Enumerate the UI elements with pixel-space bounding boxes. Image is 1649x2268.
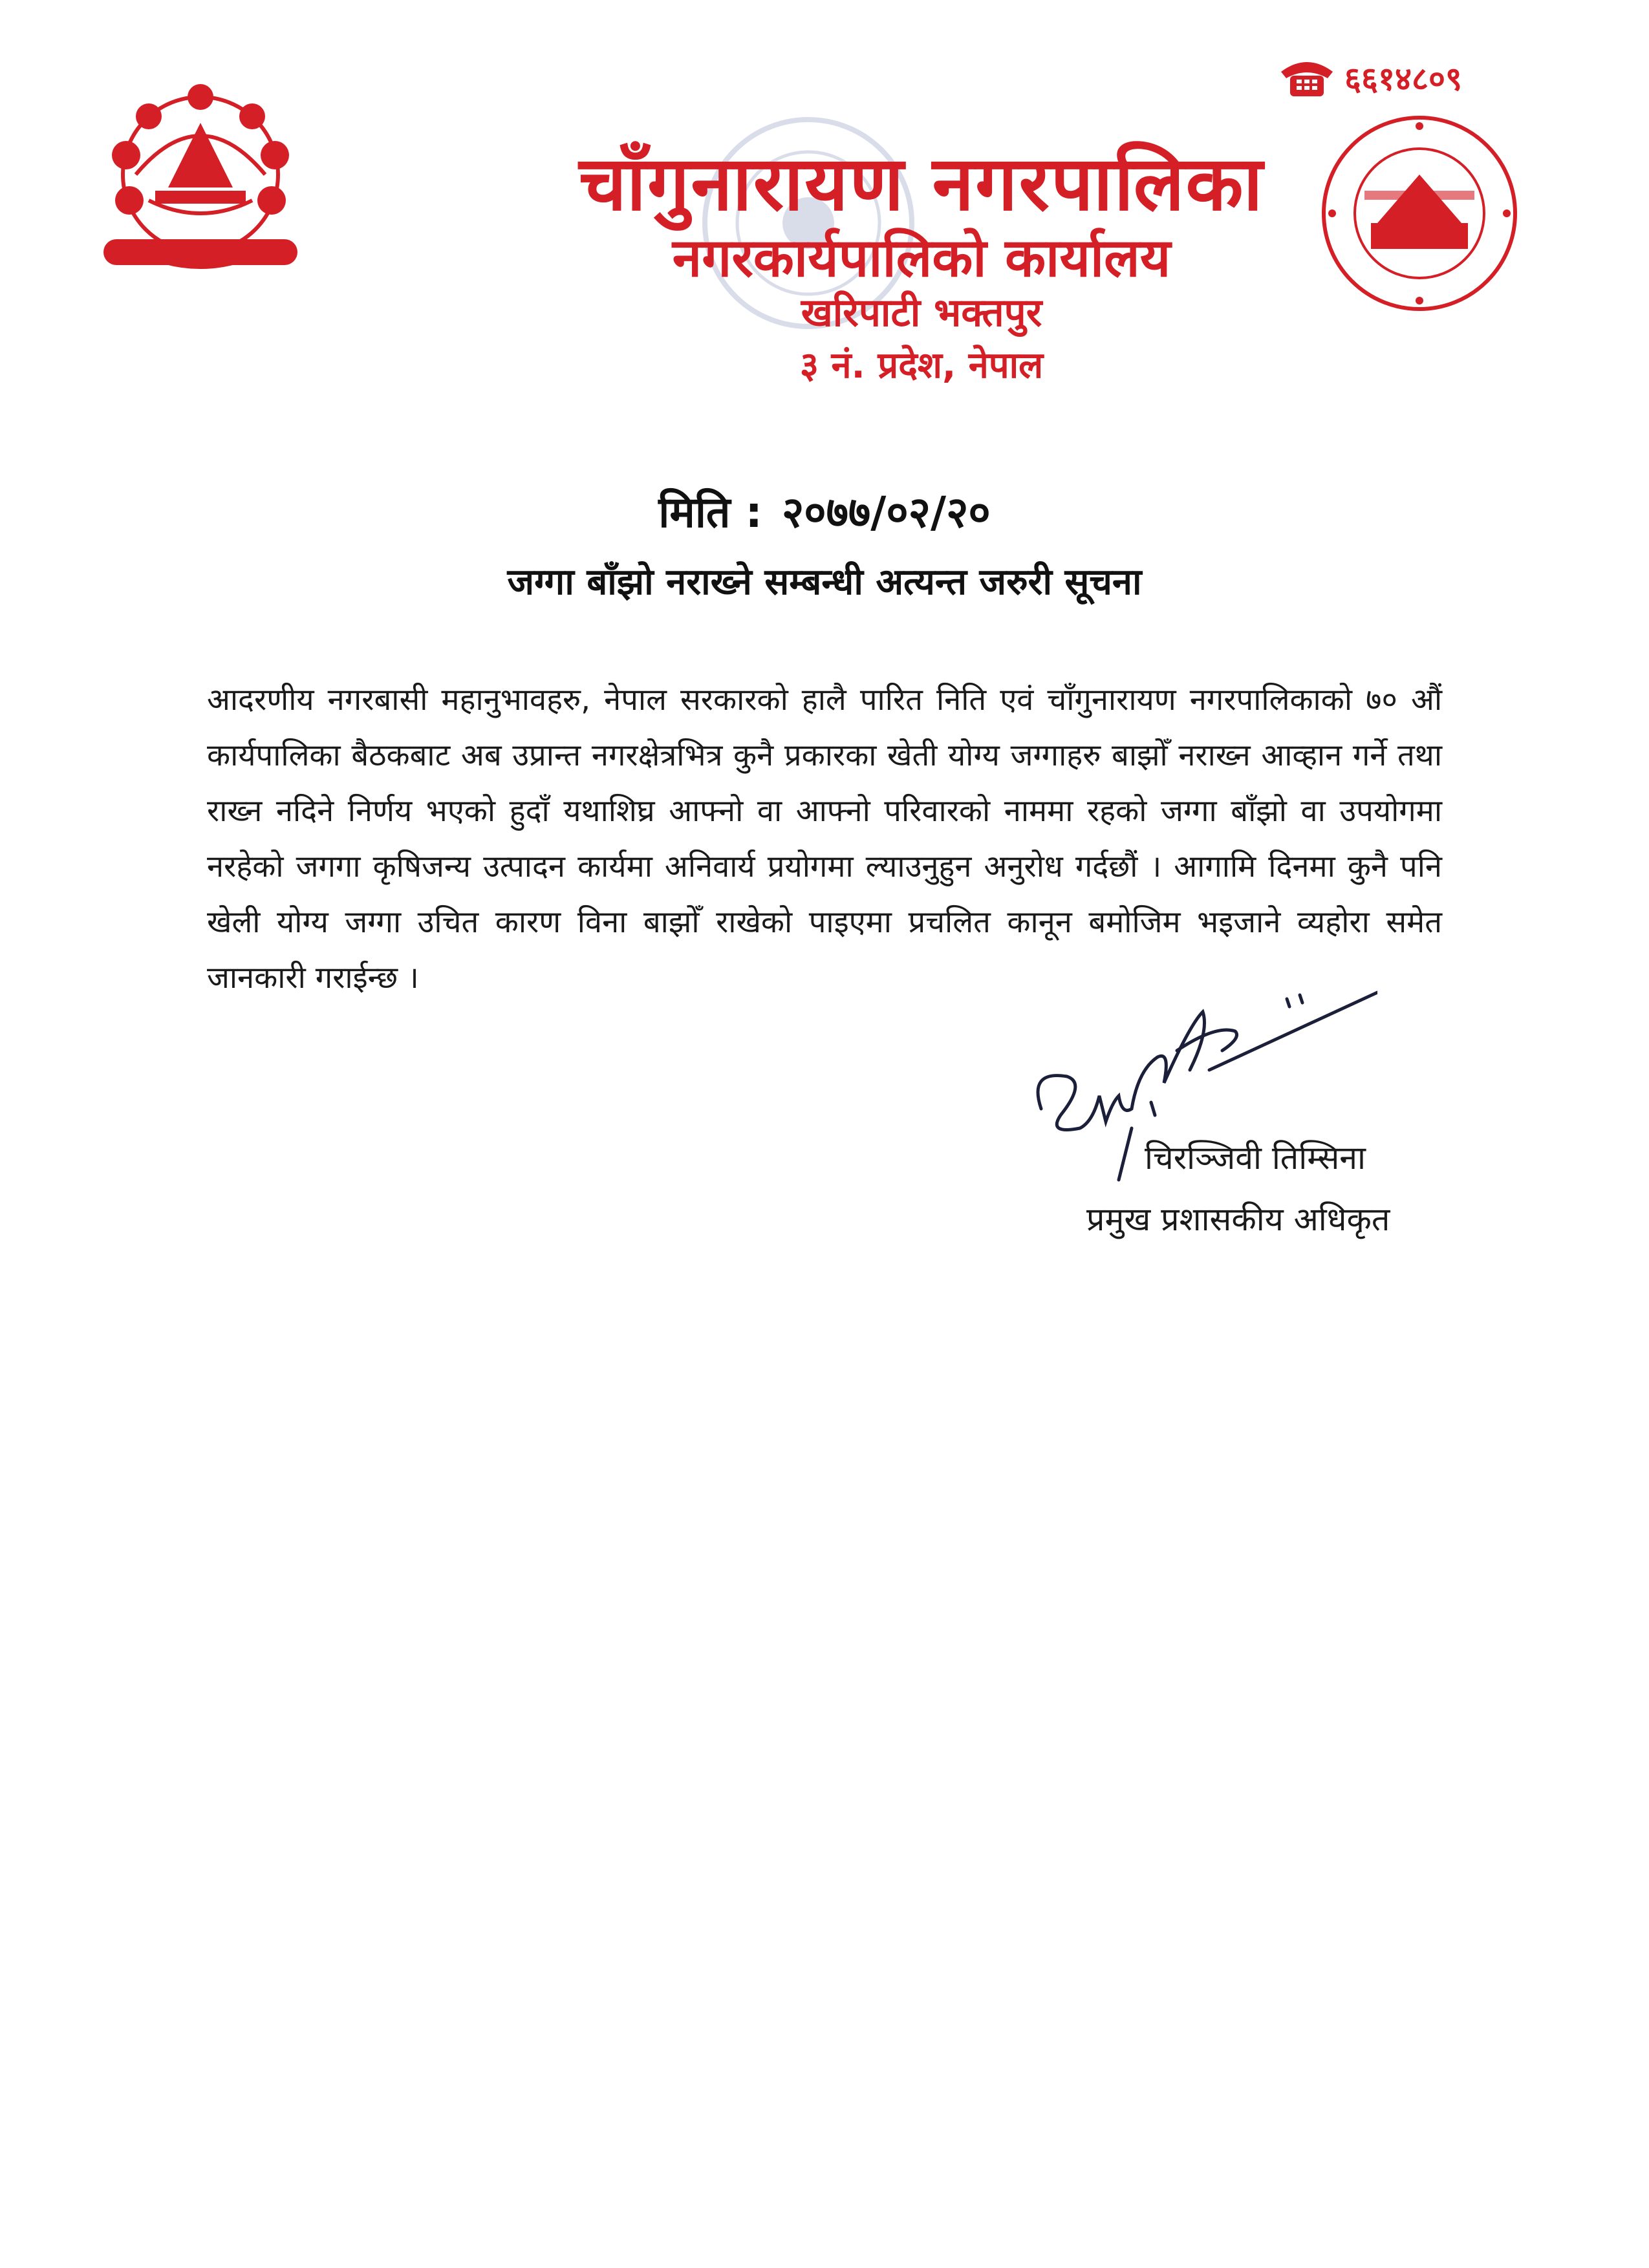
date-label: मिति : bbox=[658, 487, 762, 537]
signatory-title: प्रमुख प्रशासकीय अधिकृत bbox=[1086, 1201, 1390, 1238]
notice-date bbox=[0, 482, 1649, 540]
telephone-icon bbox=[1277, 56, 1337, 99]
municipality-name: चाँगुनारायण नगरपालिका bbox=[579, 140, 1264, 228]
phone-contact bbox=[1277, 52, 1462, 103]
signatory-name: चिरञ्जिवी तिम्सिना bbox=[1145, 1139, 1366, 1177]
municipality-seal-icon bbox=[1319, 113, 1520, 314]
notice-subject: जग्गा बाँझो नराख्ने सम्बन्धी अत्यन्त जरुरी सूचना bbox=[507, 561, 1142, 603]
notice-body: आदरणीय नगरबासी महानुभावहरु, नेपाल सरकारको हालै पारित निति एवं चाँगुनारायण नगरपालिकाको ७० औं कार्यपालिका बैठकबाट अब उप्रान्त नगरक्षेत्रभित्र कुनै प्रकारका खेती योग्य जग्गाहरु बाझोँ नराख्न आव्हान गर्ने तथा राख्न नदिने निर्णय भएको हुदाँ यथाशिघ्र आफ्नो वा आफ्नो परिवारको नाममा रहको जग्गा बाँझो वा उपयोगमा नरहेको जगगा कृषिजन्य उत्पादन कार्यमा अनिवार्य प्रयोगमा ल्याउनुहुन अनुरोध गर्दछौं । आगामि दिनमा कुनै पनि खेली योग्य जग्गा उचित कारण विना बाझोँ राखेको पाइएमा प्रचलित कानून बमोजिम भइजाने व्यहोरा समेत जानकारी गराईन्छ । bbox=[207, 682, 1442, 996]
office-province: ३ नं. प्रदेश, नेपाल bbox=[799, 345, 1044, 387]
office-name: नगरकार्यपालिको कार्यालय bbox=[672, 228, 1171, 289]
date-value: २०७७/०२/२० bbox=[781, 487, 991, 537]
office-location: खरिपाटी भक्तपुर bbox=[801, 290, 1042, 336]
phone-number: ६६१४८०९ bbox=[1344, 60, 1462, 98]
